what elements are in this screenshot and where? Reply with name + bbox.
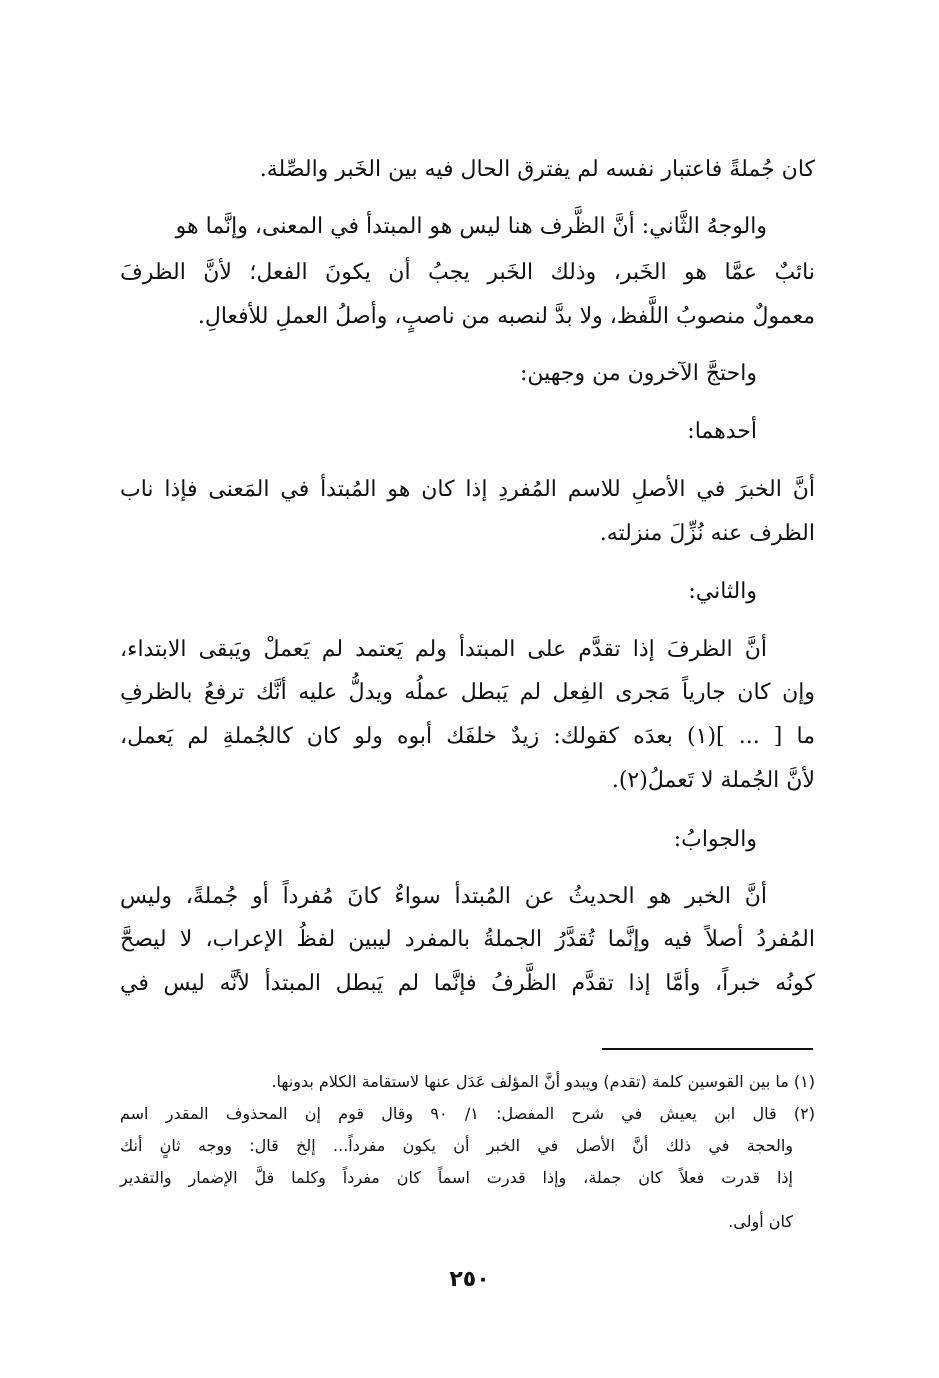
text-line: أنَّ الخبرَ في الأصلِ للاسم المُفردِ إذا كان هو المُبتدأ في المَعنى فإذا ناب [120, 477, 815, 502]
text-line: أحدهما: [687, 419, 757, 444]
text-line: ما [ ... ](١) بعدَه كقولك: زيدٌ خلفَك أبوه ولو كان كالجُملةِ لم يَعمل، [120, 724, 815, 749]
text-line: أنَّ الظرفَ إذا تقدَّم على المبتدأ ولم يَعتمد لم يَعملْ ويَبقى الابتداء، [120, 637, 767, 662]
text-line: المُفردُ أصلاً فيه وإنَّما تُقدَّرُ الجملةُ بالمفرد ليبين لفظُ الإعراب، لا ليصحَّ [120, 927, 815, 952]
text-line: والجوابُ: [673, 827, 757, 852]
page-number: ٢٥٠ [449, 1267, 490, 1292]
text-line: نائبٌ عمَّا هو الخَبر، وذلك الخَبر يجبُ أن يكونَ الفعل؛ لأنَّ الظرفَ [120, 260, 815, 285]
text-line: الظرف عنه نُزِّلَ منزلته. [599, 521, 815, 546]
footnote-separator [602, 1048, 813, 1050]
footnote-line: (٢) قال ابن يعيش في شرح المفصل: ١/ ٩٠ وقال قوم إن المحذوف المقدر اسم [120, 1104, 815, 1123]
footnote-line: كان أولى. [728, 1212, 793, 1231]
text-line: وإن كان جارياً مَجرى الفِعل لم يَبطل عملُه ويدلُّ عليه أنَّك ترفعُ بالظرفِ [120, 680, 815, 705]
text-line: واحتجَّ الآخرون من وجهين: [519, 361, 757, 386]
text-line: والوجهُ الثَّاني: أنَّ الظَّرف هنا ليس هو المبتدأ في المعنى، وإنَّما هو [175, 214, 767, 239]
footnote-line: والحجة في ذلك أنَّ الأصل في الخبر أن يكون مفرداً... إلخ قال: ووجه ثانٍ أنك [120, 1136, 793, 1155]
text-line: معمولٌ منصوبُ اللَّفظ، ولا بدَّ لنصبه من ناصبٍ، وأصلُ العملِ للأفعالِ. [197, 304, 815, 329]
text-line: لأنَّ الجُملة لا تَعملُ(٢). [611, 768, 815, 793]
text-line: كونُه خبراً، وأمَّا إذا تقدَّم الظَّرفُ فإنَّما لم يَبطل المبتدأ لأنَّه ليس في [120, 971, 815, 996]
footnote-line: إذا قدرت فعلاً كان جملة، وإذا قدرت اسماً كان مفرداً وكلما قلَّ الإضمار والتقدير [120, 1168, 793, 1187]
footnote-line: (١) ما بين القوسين كلمة (تقدم) ويبدو أنَّ المؤلف عَدَل عنها لاستقامة الكلام بدونها. [271, 1072, 815, 1091]
text-line: والثاني: [688, 579, 757, 604]
text-line: كان جُملةً فاعتبار نفسه لم يفترق الحال فيه بين الخَبر والصِّلة. [259, 157, 815, 182]
text-line: أنَّ الخبر هو الحديثُ عن المُبتدأ سواءٌ كانَ مُفرداً أو جُملةً، وليس [120, 884, 767, 909]
